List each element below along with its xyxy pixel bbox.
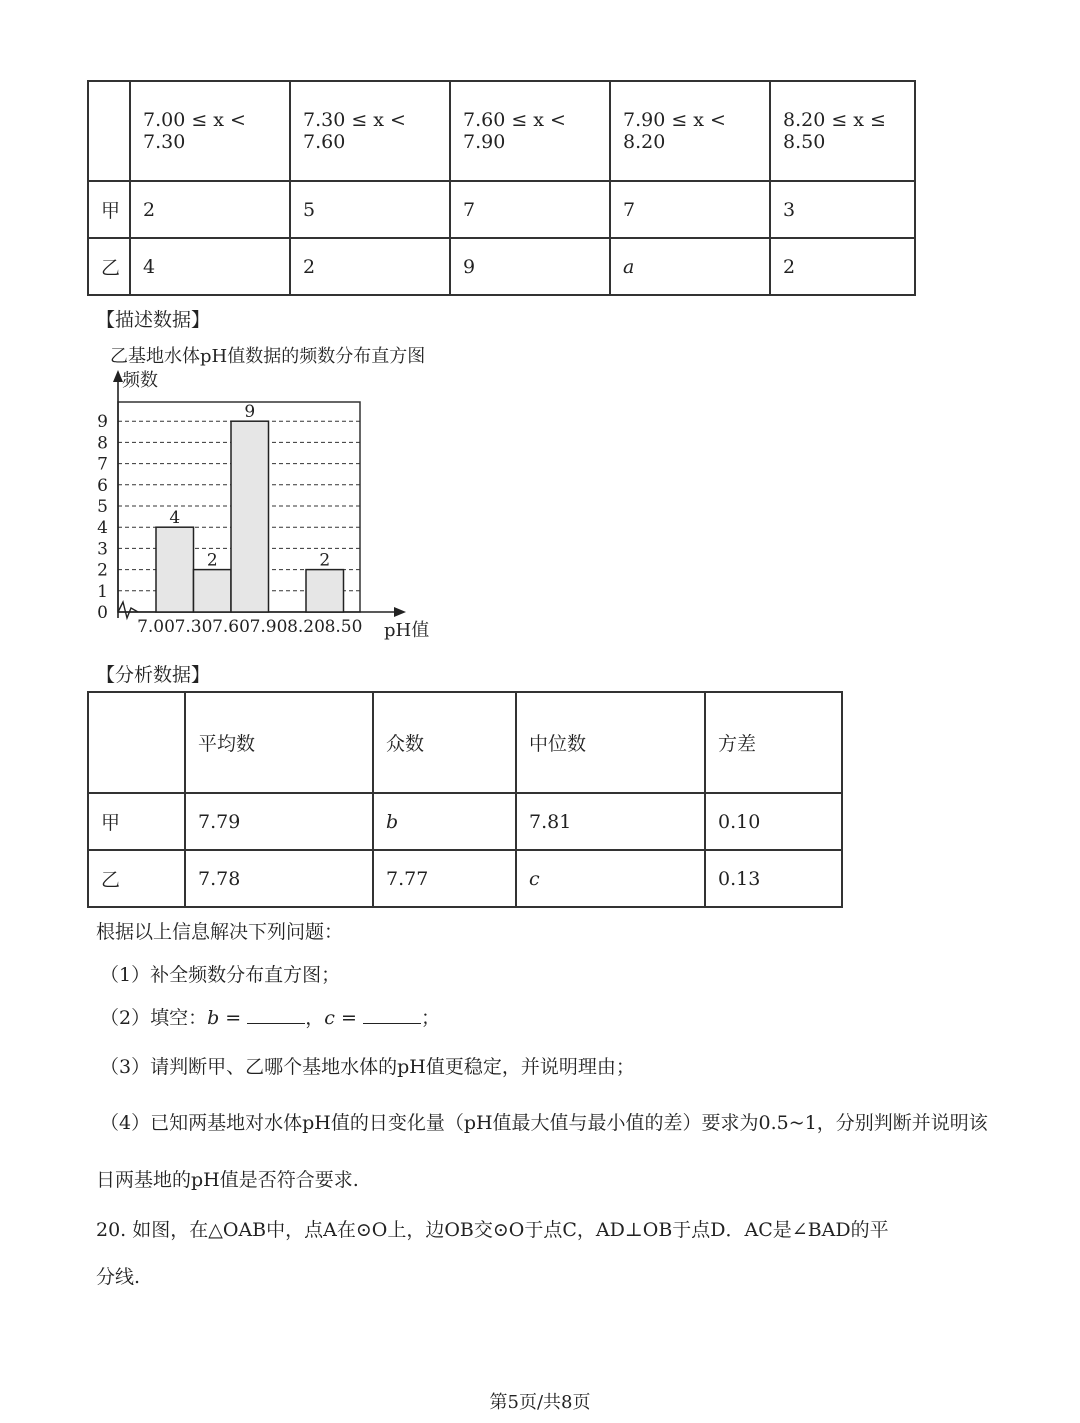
histogram-bar [306,570,344,612]
question-3: （3）请判断甲、乙哪个基地水体的pH值更稳定，并说明理由； [100,1056,635,1078]
x-tick-label: 7.90 [249,617,288,637]
row-label: 乙 [88,238,130,295]
y-tick-label: 4 [97,518,108,539]
intro-text: 根据以上信息解决下列问题： [96,921,344,943]
var-b: b [207,1007,220,1029]
table-row [88,850,842,907]
question-2 [100,1003,440,1030]
bar-data-label: 9 [244,402,256,423]
table-cell: 0.13 [705,850,842,907]
axis-break-mark [118,602,138,618]
question-4-line2: 日两基地的pH值是否符合要求. [96,1169,359,1191]
table-cell: 4 [130,238,290,295]
table-cell: 0.10 [705,793,842,850]
table1-header: 8.20 ≤ x ≤ 8.50 [770,81,915,181]
table2-header: 平均数 [185,692,373,793]
answer-blank-c[interactable] [363,1005,421,1024]
statistics-table [87,691,843,908]
histogram-bar [231,421,269,612]
table-cell: 7.77 [373,850,516,907]
table-cell: 5 [290,181,450,238]
equals-sign: = [219,1007,248,1029]
equals-sign: = [334,1007,363,1029]
table-cell: c [516,850,705,907]
chart-title: 乙基地水体pH值数据的频数分布直方图 [110,346,426,367]
bar-data-label: 2 [206,550,218,571]
row-label: 甲 [88,793,185,850]
table-cell: 2 [290,238,450,295]
table-cell: 7.78 [185,850,373,907]
table-row [88,181,915,238]
table-cell: 3 [770,181,915,238]
x-tick-label: 8.50 [324,617,363,637]
section-analyze: 【分析数据】 [96,664,211,686]
table2-header: 中位数 [516,692,705,793]
bar-data-label: 4 [169,508,181,529]
question-20-line2: 分线. [96,1266,141,1288]
frequency-table [87,80,916,296]
table1-corner [88,81,130,181]
y-tick-label: 0 [97,603,108,623]
table-cell: 7.79 [185,793,373,850]
table-cell: 7 [610,181,770,238]
x-tick-label: 8.20 [287,617,325,637]
table-row [88,793,842,850]
table-cell: a [610,238,770,295]
question-20-line1: 20. 如图，在△OAB中，点A在⊙O上，边OB交⊙O于点C，AD⊥OB于点D．AC是∠BAD的平 [96,1219,889,1241]
table1-header: 7.00 ≤ x < 7.30 [130,81,290,181]
y-tick-label: 9 [97,412,108,433]
row-label: 乙 [88,850,185,907]
table1-header: 7.30 ≤ x < 7.60 [290,81,450,181]
table-cell: 2 [770,238,915,295]
histogram-bar [194,570,232,612]
x-axis-label: pH值 [384,620,430,641]
histogram-bar [156,527,194,612]
answer-blank-b[interactable] [247,1005,305,1024]
table-cell: b [373,793,516,850]
table2-corner [88,692,185,793]
table2-header: 众数 [373,692,516,793]
q2-prefix: （2）填空： [100,1007,208,1029]
x-tick-label: 7.60 [212,617,250,637]
table-cell: 7.81 [516,793,705,850]
q2-end: ； [420,1007,440,1029]
y-tick-label: 5 [97,497,108,517]
table2-header: 方差 [705,692,842,793]
table-row [88,238,915,295]
section-describe: 【描述数据】 [96,309,211,331]
y-tick-label: 7 [97,454,108,475]
var-c: c [324,1007,335,1029]
table1-header: 7.60 ≤ x < 7.90 [450,81,610,181]
table1-header: 7.90 ≤ x < 8.20 [610,81,770,181]
question-1: （1）补全频数分布直方图； [100,964,341,986]
y-tick-label: 3 [97,539,108,560]
table-cell: 9 [450,238,610,295]
bar-data-label: 2 [319,550,331,571]
y-tick-label: 2 [97,560,108,581]
question-4-line1: （4）已知两基地对水体pH值的日变化量（pH值最大值与最小值的差）要求为0.5~1，分别判断并说明该 [100,1112,988,1134]
page-footer: 第5页/共8页 [489,1392,591,1413]
x-tick-label: 7.00 [137,617,175,637]
y-tick-label: 6 [97,475,108,496]
table-cell: 2 [130,181,290,238]
y-tick-label: 8 [97,433,108,454]
x-tick-label: 7.30 [174,617,213,637]
table-cell: 7 [450,181,610,238]
row-label: 甲 [88,181,130,238]
x-axis-arrow [394,607,406,617]
separator: ， [305,1007,325,1029]
histogram-chart [0,330,520,650]
y-tick-label: 1 [97,581,108,602]
y-axis-label: 频数 [122,370,158,391]
